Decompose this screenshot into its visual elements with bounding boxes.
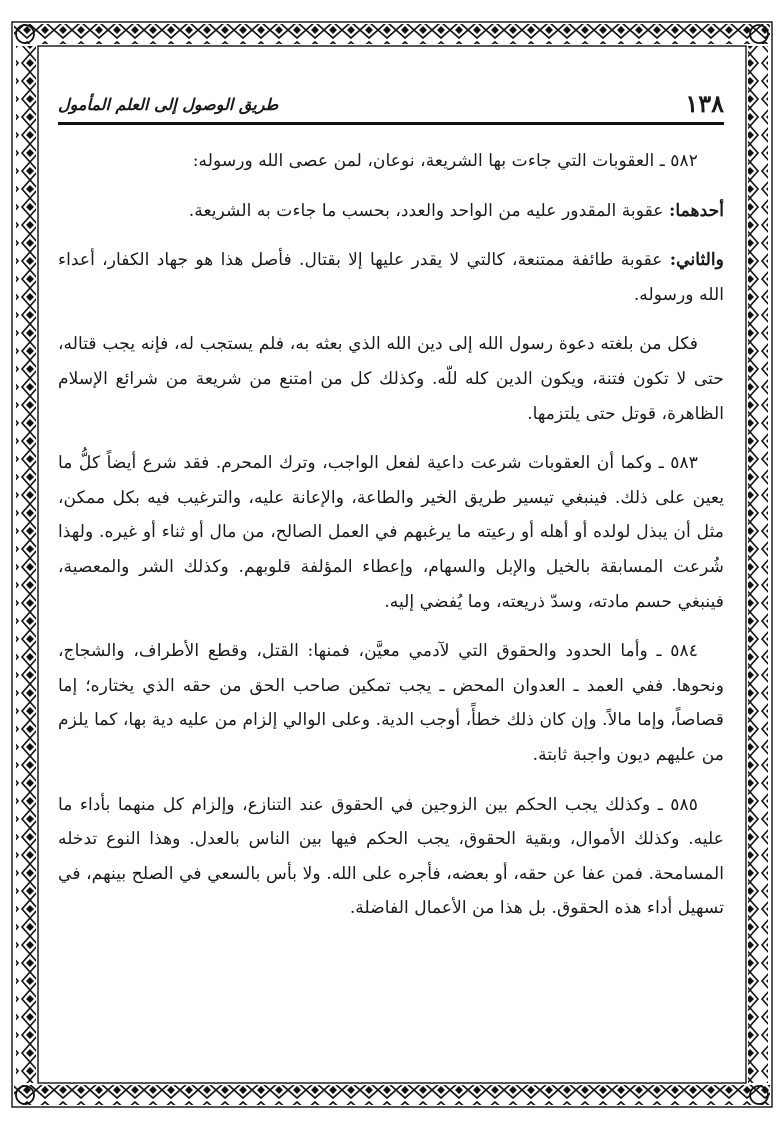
page	[58, 78, 724, 1058]
page-header	[58, 78, 724, 120]
paragraph-text: ٥٨٤ ـ وأما الحدود والحقوق التي لآدمي معيَّن، فمنها: القتل، وقطع الأطراف، والشجاج، ونحوها. ففي العمد ـ العدوان المحض ـ يجب تمكين صاحب الحق من حقه الذي يختاره؛ إما قصاصاً، وإما مالاً. وإن كان ذلك خطأً، أوجب الدية. وعلى الوالي إلزام من عليه دية بها، كما يلزم من عليهم ديون واجبة ثابتة.	[58, 641, 724, 765]
paragraph-text: ٥٨٣ ـ وكما أن العقوبات شرعت داعية لفعل الواجب، وترك المحرم. فقد شرع أيضاً كلُّ ما يعين على ذلك. فينبغي تيسير طريق الخير والطاعة، والإعانة عليه، والترغيب فيه بكل ممكن، مثل أن يبذل لولده أو أهله أو رعيته ما يرغبهم في العمل الصالح، من مال أو ثناء أو غيره. ولهذا شُرعت المسابقة بالخيل والإبل والسهام، وإعطاء المؤلفة قلوبهم. وكذلك الشر والمعصية، فينبغي حسم مادته، وسدّ ذريعته، وما يُفضي إليه.	[58, 453, 724, 612]
paragraph-text: ٥٨٥ ـ وكذلك يجب الحكم بين الزوجين في الحقوق عند التنازع، وإلزام كل منهما بأداء ما عليه. وكذلك الأموال، وبقية الحقوق، يجب الحكم فيها بين الناس بالعدل. وهذا النوع تدخله المسامحة. فمن عفا عن حقه، أو بعضه، فأجره على الله. ولا بأس بالسعي في الصلح بينهم، في تسهيل أداء هذه الحقوق. بل هذا من الأعمال الفاضلة.	[58, 794, 724, 919]
paragraph-text: عقوبة المقدور عليه من الواحد والعدد، بحسب ما جاءت به الشريعة.	[188, 200, 669, 221]
paragraph-text: ٥٨٢ ـ العقوبات التي جاءت بها الشريعة، نوعان، لمن عصى الله ورسوله:	[192, 151, 698, 171]
paragraph-lead: والثاني:	[669, 250, 724, 271]
paragraph-582	[58, 144, 724, 179]
paragraph-585	[58, 788, 724, 926]
paragraph-582-jihad	[58, 327, 724, 431]
running-title: طريق الوصول إلى العلم المأمول	[58, 95, 279, 114]
paragraph-text: فكل من بلغته دعوة رسول الله إلى دين الله الذي بعثه به، فلم يستجب له، فإنه يجب قتاله، حتى لا تكون فتنة، ويكون الدين كله للّه. وكذلك كل من امتنع من شريعة من شرائع الإسلام الظاهرة، قوتل حتى يلتزمها.	[58, 334, 724, 424]
page-body	[58, 144, 724, 941]
paragraph-583	[58, 446, 724, 619]
paragraph-582-first	[58, 194, 724, 229]
paragraph-lead: أحدهما:	[668, 200, 724, 221]
header-divider	[58, 122, 724, 125]
paragraph-582-second	[58, 243, 724, 312]
page-number: ١٣٨	[685, 89, 724, 118]
paragraph-text: عقوبة طائفة ممتنعة، كالتي لا يقدر عليها إلا بقتال. فأصل هذا هو جهاد الكفار، أعداء الله ورسوله.	[58, 250, 724, 305]
paragraph-584	[58, 634, 724, 772]
